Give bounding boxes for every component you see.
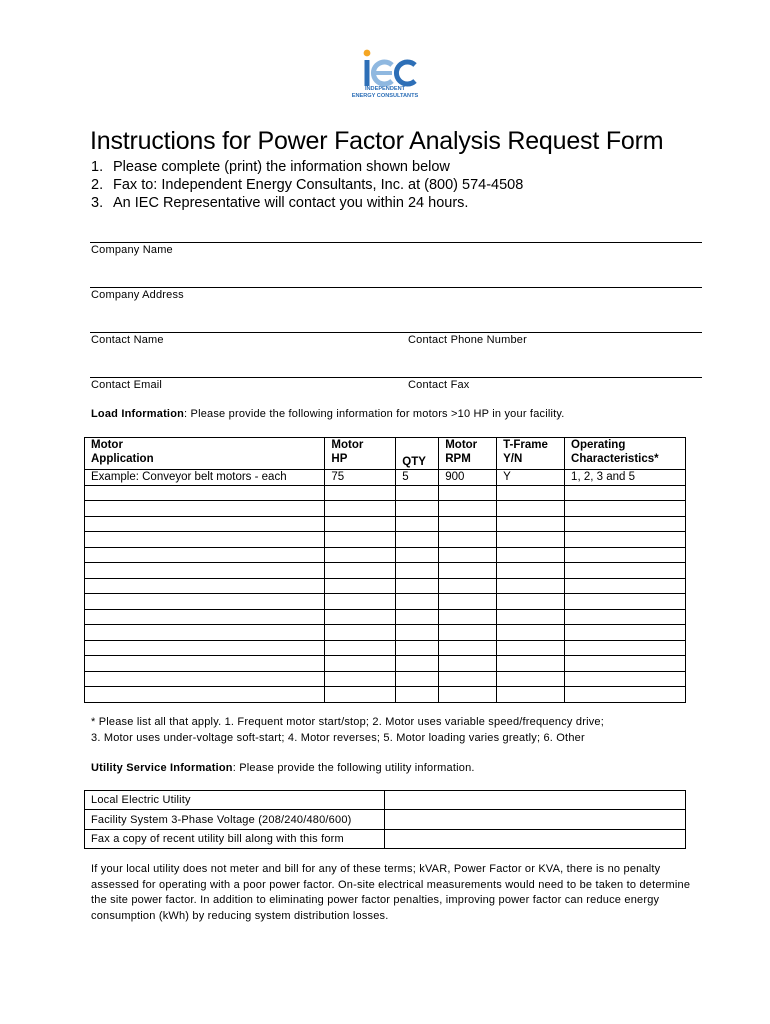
table-row <box>85 516 686 532</box>
table-cell-input[interactable] <box>439 671 497 687</box>
utility-row-label: Facility System 3-Phase Voltage (208/240/480/600) <box>85 810 385 829</box>
table-cell-input[interactable] <box>325 516 396 532</box>
load-info-heading <box>91 408 565 420</box>
table-cell-input[interactable] <box>497 516 565 532</box>
table-row <box>85 640 686 656</box>
table-cell-input[interactable] <box>439 516 497 532</box>
table-cell-input[interactable] <box>396 578 439 594</box>
header-motor-rpm <box>439 438 497 470</box>
table-cell-input[interactable] <box>565 578 686 594</box>
power-factor-note: If your local utility does not meter and bill for any of these terms; kVAR, Power Factor or KVA, there is no penalty assessed for operating with a poor power factor. On-site electrical measurements would need to be taken to determine the site power factor. In addition to eliminating power factor penalties, improving power factor can reduce energy consumption (kWh) by reducing system distribution losses. <box>91 863 691 922</box>
table-cell-input[interactable] <box>85 594 325 610</box>
table-cell-input[interactable] <box>396 563 439 579</box>
company-name-label: Company Name <box>91 244 173 256</box>
header-line: RPM <box>445 453 471 465</box>
instruction-item <box>91 159 450 175</box>
table-cell-input[interactable] <box>396 625 439 641</box>
header-line: Motor <box>445 439 478 451</box>
header-t-frame <box>497 438 565 470</box>
company-name-line[interactable] <box>90 242 702 243</box>
table-cell-input[interactable] <box>396 671 439 687</box>
iec-logo-mark <box>358 48 418 88</box>
table-cell-input[interactable] <box>565 671 686 687</box>
table-cell-input[interactable] <box>85 656 325 672</box>
table-cell: 75 <box>325 470 396 486</box>
load-info-description: : Please provide the following information for motors >10 HP in your facility. <box>184 408 565 420</box>
header-operating-characteristics <box>565 438 686 470</box>
table-cell-input[interactable] <box>565 547 686 563</box>
table-cell-input[interactable] <box>565 594 686 610</box>
table-cell-input[interactable] <box>497 501 565 517</box>
table-row <box>85 625 686 641</box>
table-cell-input[interactable] <box>325 501 396 517</box>
table-cell: 5 <box>396 470 439 486</box>
table-cell-input[interactable] <box>497 532 565 548</box>
load-info-title: Load Information <box>91 408 185 420</box>
table-cell-input[interactable] <box>396 547 439 563</box>
table-row <box>85 547 686 563</box>
table-cell-input[interactable] <box>85 578 325 594</box>
instruction-text: An IEC Representative will contact you within 24 hours. <box>113 195 469 211</box>
table-cell-input[interactable] <box>396 687 439 703</box>
table-cell-input[interactable] <box>439 547 497 563</box>
table-cell-input[interactable] <box>439 578 497 594</box>
table-cell-input[interactable] <box>85 625 325 641</box>
utility-row-label: Local Electric Utility <box>85 791 385 810</box>
header-line: QTY <box>402 456 426 468</box>
table-cell-input[interactable] <box>439 625 497 641</box>
table-cell-input[interactable] <box>325 547 396 563</box>
table-cell-input[interactable] <box>85 485 325 501</box>
company-address-line[interactable] <box>90 287 702 288</box>
table-row <box>85 578 686 594</box>
instruction-text: Fax to: Independent Energy Consultants, Inc. at (800) 574-4508 <box>113 177 524 193</box>
header-line: Operating <box>571 439 626 451</box>
header-line: HP <box>331 453 348 465</box>
table-cell-input[interactable] <box>325 625 396 641</box>
header-qty <box>396 438 439 470</box>
table-cell-input[interactable] <box>565 516 686 532</box>
table-cell-input[interactable] <box>497 578 565 594</box>
table-cell-input[interactable] <box>497 485 565 501</box>
page-title: Instructions for Power Factor Analysis Request Form <box>90 127 664 155</box>
table-cell-input[interactable] <box>565 687 686 703</box>
table-row <box>85 501 686 517</box>
table-row <box>85 532 686 548</box>
header-line: Characteristics* <box>571 453 659 465</box>
table-cell-input[interactable] <box>439 532 497 548</box>
table-row <box>85 485 686 501</box>
table-cell-input[interactable] <box>85 563 325 579</box>
table-cell-input[interactable] <box>325 594 396 610</box>
table-header-row <box>85 438 686 470</box>
table-cell-input[interactable] <box>497 671 565 687</box>
logo-subtitle-line2: ENERGY CONSULTANTS <box>351 93 419 99</box>
table-cell-input[interactable] <box>497 547 565 563</box>
table-cell-input[interactable] <box>439 594 497 610</box>
table-cell-input[interactable] <box>396 609 439 625</box>
table-cell-input[interactable] <box>565 563 686 579</box>
footnote-line1: * Please list all that apply. 1. Frequent motor start/stop; 2. Motor uses variable speed/frequency drive; <box>91 716 604 728</box>
table-cell-input[interactable] <box>325 532 396 548</box>
table-cell-input[interactable] <box>439 485 497 501</box>
contact-email-line[interactable] <box>90 377 702 378</box>
table-cell-input[interactable] <box>325 563 396 579</box>
table-cell-input[interactable] <box>396 640 439 656</box>
instruction-number: 1. <box>91 159 104 175</box>
table-cell-input[interactable] <box>565 501 686 517</box>
table-cell-input[interactable] <box>396 501 439 517</box>
table-cell-input[interactable] <box>396 656 439 672</box>
contact-fax-label: Contact Fax <box>408 379 470 391</box>
table-row <box>85 594 686 610</box>
table-cell-input[interactable] <box>439 501 497 517</box>
table-cell-input[interactable] <box>325 609 396 625</box>
instruction-number: 3. <box>91 195 104 211</box>
contact-name-label: Contact Name <box>91 334 164 346</box>
table-cell-input[interactable] <box>396 485 439 501</box>
table-cell: Y <box>497 470 565 486</box>
utility-row-label: Fax a copy of recent utility bill along with this form <box>85 829 385 848</box>
table-cell-input[interactable] <box>325 656 396 672</box>
table-cell-input[interactable] <box>497 594 565 610</box>
utility-heading <box>91 762 475 774</box>
table-cell-input[interactable] <box>85 501 325 517</box>
table-cell-input[interactable] <box>85 671 325 687</box>
table-cell-input[interactable] <box>565 485 686 501</box>
table-row <box>85 829 686 848</box>
utility-row-input[interactable] <box>384 791 685 810</box>
table-cell-input[interactable] <box>325 640 396 656</box>
logo-subtitle-line1: INDEPENDENT <box>364 86 406 92</box>
table-cell-input[interactable] <box>497 563 565 579</box>
utility-description: : Please provide the following utility information. <box>232 762 475 774</box>
table-cell-input[interactable] <box>439 687 497 703</box>
table-cell-input[interactable] <box>396 532 439 548</box>
table-cell-input[interactable] <box>325 578 396 594</box>
table-cell-input[interactable] <box>565 609 686 625</box>
table-cell-input[interactable] <box>497 656 565 672</box>
table-cell-input[interactable] <box>85 687 325 703</box>
header-line: Motor <box>331 439 364 451</box>
table-cell-input[interactable] <box>85 516 325 532</box>
table-cell-input[interactable] <box>325 671 396 687</box>
table-row <box>85 563 686 579</box>
table-row <box>85 671 686 687</box>
instruction-item <box>91 177 523 193</box>
table-cell-input[interactable] <box>497 609 565 625</box>
table-cell-input[interactable] <box>497 687 565 703</box>
table-cell-input[interactable] <box>85 532 325 548</box>
footnote-line2: 3. Motor uses under-voltage soft-start; 4. Motor reverses; 5. Motor loading varies greatly; 6. Other <box>91 732 585 744</box>
table-row <box>85 791 686 810</box>
utility-row-input[interactable] <box>384 810 685 829</box>
header-line: Application <box>91 453 154 465</box>
table-cell-input[interactable] <box>565 656 686 672</box>
company-address-label: Company Address <box>91 289 184 301</box>
table-cell-input[interactable] <box>439 656 497 672</box>
table-cell-input[interactable] <box>396 594 439 610</box>
table-cell-input[interactable] <box>497 640 565 656</box>
header-line: T-Frame <box>503 439 548 451</box>
instruction-text: Please complete (print) the information shown below <box>113 159 450 175</box>
table-cell-input[interactable] <box>325 485 396 501</box>
table-cell-input[interactable] <box>565 532 686 548</box>
example-row <box>85 470 686 486</box>
instruction-item <box>91 195 468 211</box>
table-cell-input[interactable] <box>439 563 497 579</box>
header-motor-hp <box>325 438 396 470</box>
table-row <box>85 656 686 672</box>
utility-table <box>84 790 686 849</box>
table-cell-input[interactable] <box>439 640 497 656</box>
table-cell-input[interactable] <box>497 625 565 641</box>
table-cell-input[interactable] <box>85 547 325 563</box>
table-cell: 1, 2, 3 and 5 <box>565 470 686 486</box>
table-cell-input[interactable] <box>565 625 686 641</box>
contact-row-line[interactable] <box>90 332 702 333</box>
contact-email-label: Contact Email <box>91 379 163 391</box>
utility-row-input[interactable] <box>384 829 685 848</box>
table-cell: Example: Conveyor belt motors - each <box>85 470 325 486</box>
table-cell-input[interactable] <box>325 687 396 703</box>
instruction-number: 2. <box>91 177 104 193</box>
table-row <box>85 687 686 703</box>
table-cell-input[interactable] <box>565 640 686 656</box>
utility-title: Utility Service Information <box>91 762 233 774</box>
table-cell: 900 <box>439 470 497 486</box>
iec-logo <box>340 44 430 102</box>
table-cell-input[interactable] <box>85 609 325 625</box>
table-row <box>85 609 686 625</box>
table-cell-input[interactable] <box>439 609 497 625</box>
table-cell-input[interactable] <box>85 640 325 656</box>
header-line: Y/N <box>503 453 523 465</box>
header-motor-application <box>85 438 325 470</box>
load-table <box>84 437 686 703</box>
table-cell-input[interactable] <box>396 516 439 532</box>
header-line: Motor <box>91 439 123 451</box>
table-row <box>85 810 686 829</box>
contact-phone-label: Contact Phone Number <box>408 334 527 346</box>
